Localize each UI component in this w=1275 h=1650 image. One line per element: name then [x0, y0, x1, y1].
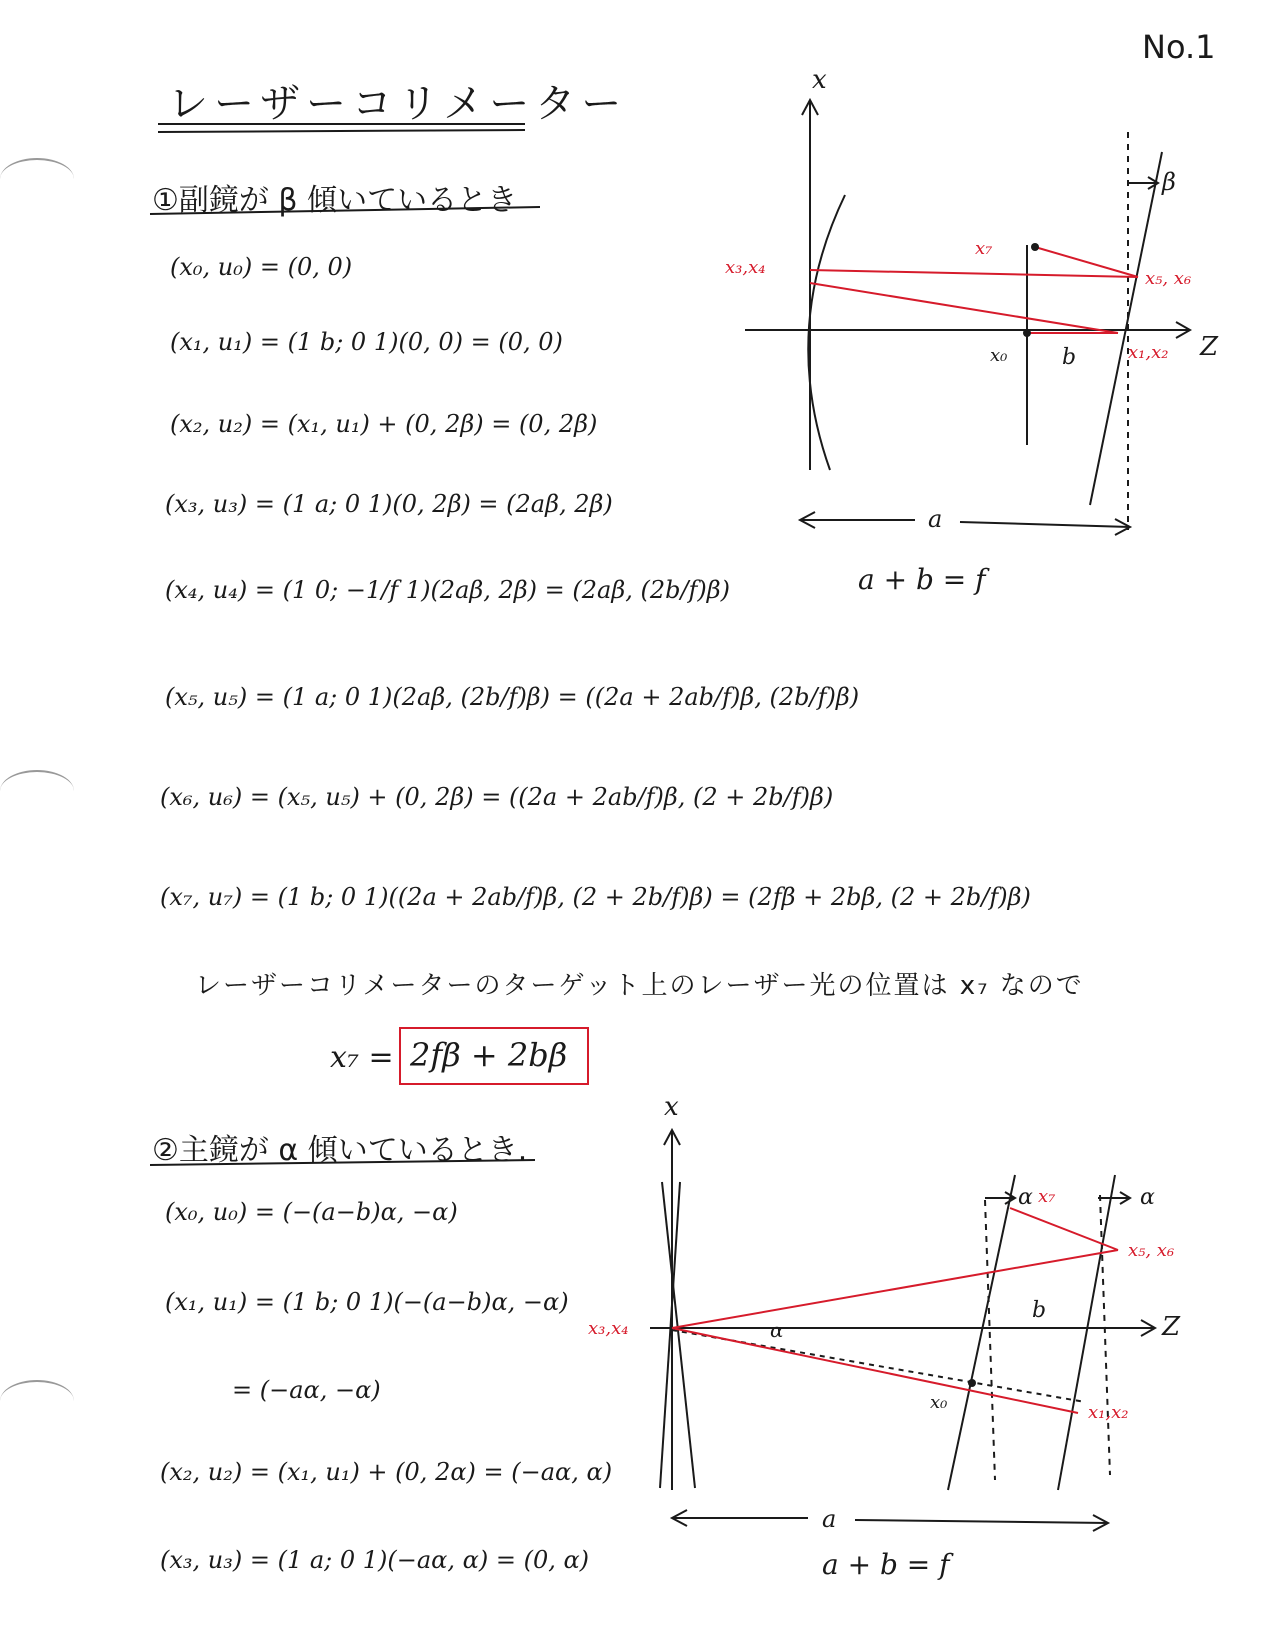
label-a: a [928, 505, 943, 533]
relation: a + b = f [858, 563, 986, 596]
equation: (x₇, u₇) = (1 b; 0 1)((2a + 2ab/f)β, (2 + 2b/f)β) = (2fβ + 2bβ, (2 + 2b/f)β) [160, 883, 1031, 911]
diagram2-alpha-1: α [1018, 1185, 1033, 1210]
label-x0: x₀ [990, 345, 1008, 366]
section2-heading: ②主鏡が α 傾いているとき. [152, 1133, 528, 1168]
label-x3x4: x₃,x₄ [588, 1318, 629, 1339]
label-x5x6: x₅, x₆ [1128, 1240, 1175, 1261]
diagram2-z-label: Z [1162, 1312, 1181, 1342]
diagram1-z-label: Z [1200, 332, 1219, 362]
diagram2-alpha-2: α [1140, 1185, 1155, 1210]
primary-mirror [662, 1182, 695, 1488]
label-x3x4: x₃,x₄ [725, 257, 766, 278]
point-x7 [1031, 243, 1039, 251]
equation: (x₂, u₂) = (x₁, u₁) + (0, 2α) = (−aα, α) [160, 1458, 613, 1486]
label-x5x6: x₅, x₆ [1145, 268, 1192, 289]
label-b: b [1032, 1298, 1047, 1323]
equation: (x₁, u₁) = (1 b; 0 1)(−(a−b)α, −α) [165, 1288, 569, 1316]
relation: a + b = f [822, 1548, 950, 1581]
diagram1-x-label: x [812, 65, 827, 95]
page-number: No.1 [1142, 28, 1216, 66]
diagram1-beta: β [1162, 168, 1176, 196]
title-underline [158, 130, 525, 132]
equation: (x₆, u₆) = (x₅, u₅) + (0, 2β) = ((2a + 2ab/f)β, (2 + 2b/f)β) [160, 783, 834, 811]
diagram-2 [650, 1130, 1155, 1531]
ray-34-12 [672, 1328, 1078, 1413]
equation: (x₀, u₀) = (−(a−b)α, −α) [165, 1198, 458, 1226]
secondary-mirror [1058, 1175, 1115, 1490]
ray-7-56 [1035, 247, 1138, 277]
diagram2-alpha-3: α [770, 1318, 784, 1342]
result-label: x₇ = [330, 1040, 394, 1075]
ray-34-12 [810, 283, 1118, 333]
label-x7: x₇ [975, 238, 993, 259]
diagram-1-rays [810, 247, 1138, 333]
equation: (x₂, u₂) = (x₁, u₁) + (0, 2β) = (0, 2β) [170, 410, 598, 438]
diagram-1 [745, 100, 1190, 535]
point-x0 [1023, 329, 1031, 337]
a-arrow-right [960, 522, 1130, 527]
label-b: b [1062, 345, 1077, 370]
diagram2-x-label: x [664, 1092, 679, 1122]
ray-7-56 [1010, 1208, 1118, 1250]
equation: = (−aα, −α) [232, 1376, 381, 1404]
equation: (x₃, u₃) = (1 a; 0 1)(0, 2β) = (2aβ, 2β) [165, 490, 613, 518]
equation: (x₁, u₁) = (1 b; 0 1)(0, 0) = (0, 0) [170, 328, 563, 356]
target-line [948, 1175, 1015, 1490]
secondary-dashed [1100, 1195, 1110, 1475]
a-arrow-right [855, 1520, 1108, 1523]
label-x1x2: x₁,x₂ [1088, 1402, 1129, 1423]
label-a: a [822, 1505, 837, 1533]
primary-mirror [808, 195, 845, 470]
label-x0: x₀ [930, 1392, 948, 1413]
equation: (x₃, u₃) = (1 a; 0 1)(−aα, α) = (0, α) [160, 1546, 590, 1574]
label-x1x2: x₁,x₂ [1128, 342, 1169, 363]
result-value: 2fβ + 2bβ [410, 1036, 568, 1074]
label-x7: x₇ [1038, 1186, 1056, 1207]
equation: (x₀, u₀) = (0, 0) [170, 253, 353, 281]
ray-34-56 [672, 1250, 1118, 1328]
page-title: レーザーコリメーター [168, 81, 628, 127]
target-dashed [985, 1200, 995, 1480]
equation: (x₅, u₅) = (1 a; 0 1)(2aβ, (2b/f)β) = ((2a + 2ab/f)β, (2b/f)β) [165, 683, 860, 711]
primary-mirror-tilted [660, 1182, 680, 1488]
section1-heading: ①副鏡が β 傾いているとき [152, 183, 518, 218]
ray-34-56 [810, 270, 1138, 277]
diagram-2-rays [672, 1208, 1118, 1413]
equation: (x₄, u₄) = (1 0; −1/f 1)(2aβ, 2β) = (2aβ, (2b/f)β) [165, 576, 731, 604]
point-x0 [968, 1379, 976, 1387]
conclusion-text: レーザーコリメーターのターゲット上のレーザー光の位置は x₇ なので [195, 971, 1084, 1001]
secondary-mirror-tilted [1090, 152, 1162, 505]
